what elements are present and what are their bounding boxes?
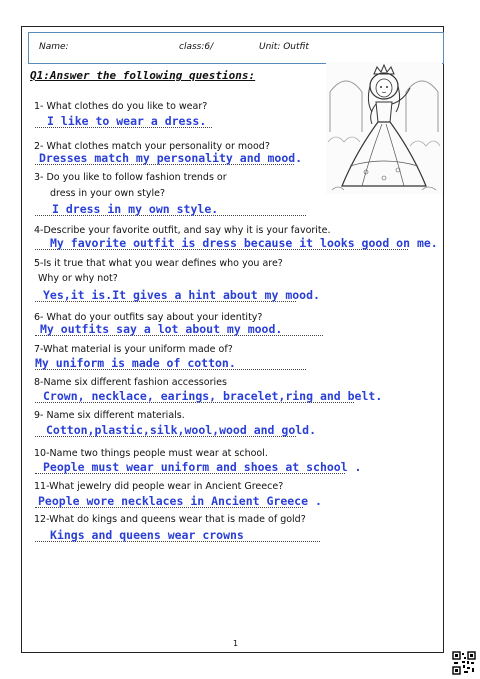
- answer-text[interactable]: My uniform is made of cotton.: [35, 356, 236, 370]
- class-label: class:6/: [179, 42, 214, 52]
- answer-text[interactable]: My outfits say a lot about my mood.: [40, 322, 283, 336]
- question-text: 3- Do you like to follow fashion trends or: [34, 172, 227, 183]
- question-text: 11-What jewelry did people wear in Ancient Greece?: [34, 481, 284, 492]
- question-text: 8-Name six different fashion accessories: [34, 377, 227, 388]
- answer-text[interactable]: I dress in my own style.: [52, 202, 219, 216]
- question-text: 6- What do your outfits say about your identity?: [34, 312, 263, 323]
- answer-text[interactable]: Crown, necklace, earings, bracelet,ring and belt.: [43, 389, 383, 403]
- answer-text[interactable]: Dresses match my personality and mood.: [39, 151, 303, 165]
- question-text: 2- What clothes match your personality or mood?: [34, 141, 270, 152]
- princess-illustration: [326, 62, 442, 194]
- answer-text[interactable]: I like to wear a dress.: [47, 114, 207, 128]
- answer-text[interactable]: Yes,it is.It gives a hint about my mood.: [43, 288, 320, 302]
- answer-text[interactable]: People must wear uniform and shoes at school .: [43, 460, 362, 474]
- question-text: dress in your own style?: [50, 188, 165, 199]
- question-text: 4-Describe your favorite outfit, and say why it is your favorite.: [34, 225, 331, 236]
- section-title: Q1:Answer the following questions:: [30, 69, 256, 82]
- unit-label: Unit: Outfit: [259, 42, 309, 52]
- question-text: 10-Name two things people must wear at school.: [34, 448, 268, 459]
- qr-code-icon: [452, 651, 476, 675]
- question-text: 9- Name six different materials.: [34, 410, 185, 421]
- question-text: 12-What do kings and queens wear that is made of gold?: [34, 514, 306, 525]
- page-number: 1: [233, 639, 239, 648]
- name-label: Name:: [39, 42, 69, 52]
- answer-text[interactable]: People wore necklaces in Ancient Greece .: [38, 494, 322, 508]
- answer-text[interactable]: Kings and queens wear crowns: [50, 528, 244, 542]
- question-text: 5-Is it true that what you wear defines who you are?: [34, 258, 283, 269]
- answer-text[interactable]: My favorite outfit is dress because it looks good on me.: [50, 236, 438, 250]
- question-text: Why or why not?: [38, 273, 118, 284]
- worksheet-header: [28, 32, 444, 64]
- question-text: 1- What clothes do you like to wear?: [34, 101, 208, 112]
- answer-text[interactable]: Cotton,plastic,silk,wool,wood and gold.: [46, 423, 317, 437]
- question-text: 7-What material is your uniform made of?: [34, 344, 233, 355]
